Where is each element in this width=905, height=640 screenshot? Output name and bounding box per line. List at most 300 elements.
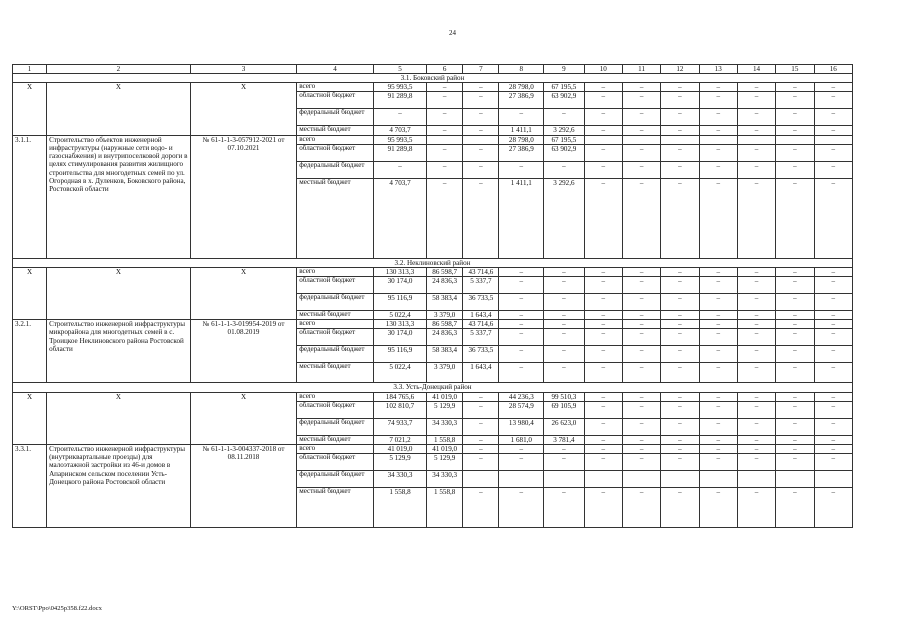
amount-cell: – — [622, 392, 660, 401]
amount-cell: – — [737, 435, 775, 444]
amount-cell — [622, 135, 660, 144]
amount-cell: – — [814, 92, 853, 109]
amount-cell: 67 195,5 — [544, 135, 584, 144]
amount-cell: – — [776, 329, 814, 346]
amount-cell: – — [584, 454, 622, 471]
amount-cell: 1 411,1 — [499, 178, 544, 258]
amount-cell: – — [737, 109, 775, 126]
amount-cell: – — [544, 277, 584, 294]
amount-cell: 36 733,5 — [463, 346, 499, 363]
amount-cell — [699, 471, 737, 488]
funding-source-cell: всего — [297, 320, 374, 329]
amount-cell: – — [814, 144, 853, 161]
section-title-row — [13, 383, 853, 392]
amount-cell: – — [776, 126, 814, 135]
amount-cell: – — [776, 444, 814, 453]
amount-cell: – — [427, 92, 463, 109]
column-number-header: 7 — [463, 65, 499, 74]
funding-source-cell: областной бюджет — [297, 92, 374, 109]
amount-cell: – — [699, 320, 737, 329]
amount-cell: – — [776, 294, 814, 311]
amount-cell: – — [463, 109, 499, 126]
section-title-row — [13, 74, 853, 83]
amount-cell: 95 116,9 — [373, 294, 426, 311]
amount-cell: – — [661, 401, 699, 418]
amount-cell: – — [661, 267, 699, 276]
amount-cell: 99 510,3 — [544, 392, 584, 401]
amount-cell: – — [427, 83, 463, 92]
amount-cell: 102 810,7 — [373, 401, 426, 418]
amount-cell: – — [463, 435, 499, 444]
amount-cell: – — [737, 83, 775, 92]
amount-cell: – — [463, 401, 499, 418]
amount-cell: – — [776, 363, 814, 383]
amount-cell: – — [776, 346, 814, 363]
funding-source-cell: всего — [297, 83, 374, 92]
amount-cell: – — [463, 454, 499, 471]
amount-cell: 28 798,0 — [499, 135, 544, 144]
amount-cell: – — [814, 418, 853, 435]
amount-cell: – — [661, 418, 699, 435]
amount-cell: – — [737, 92, 775, 109]
amount-cell: – — [776, 161, 814, 178]
amount-cell: – — [622, 346, 660, 363]
amount-cell — [776, 471, 814, 488]
amount-cell — [814, 471, 853, 488]
amount-cell: 44 236,3 — [499, 392, 544, 401]
amount-cell: 34 330,3 — [373, 471, 426, 488]
amount-cell: – — [584, 267, 622, 276]
amount-cell: 24 836,3 — [427, 277, 463, 294]
amount-cell: – — [584, 320, 622, 329]
funding-source-cell: всего — [297, 267, 374, 276]
amount-cell: 69 105,9 — [544, 401, 584, 418]
amount-cell: 41 019,0 — [373, 444, 426, 453]
amount-cell: – — [544, 329, 584, 346]
amount-cell: – — [699, 363, 737, 383]
item-number: 3.3.1. — [13, 444, 47, 527]
amount-cell: – — [584, 161, 622, 178]
amount-cell: – — [661, 161, 699, 178]
amount-cell: – — [499, 311, 544, 320]
amount-cell: – — [463, 488, 499, 528]
column-number-header: 1 — [13, 65, 47, 74]
amount-cell — [544, 471, 584, 488]
amount-cell: – — [737, 488, 775, 528]
column-number-header: 4 — [297, 65, 374, 74]
amount-cell: – — [544, 454, 584, 471]
amount-cell: – — [622, 83, 660, 92]
amount-cell: 91 289,8 — [373, 144, 426, 161]
amount-cell — [699, 135, 737, 144]
amount-cell: – — [661, 363, 699, 383]
column-number-header: 15 — [776, 65, 814, 74]
funding-source-cell: федеральный бюджет — [297, 294, 374, 311]
amount-cell: – — [737, 267, 775, 276]
amount-cell: 1 643,4 — [463, 363, 499, 383]
amount-cell: – — [499, 320, 544, 329]
item-registration: № 61-1-1-3-057912-2021 от 07.10.2021 — [190, 135, 296, 258]
amount-cell: 4 703,7 — [373, 178, 426, 258]
amount-cell: – — [622, 418, 660, 435]
amount-cell: 86 598,7 — [427, 320, 463, 329]
amount-cell: – — [499, 363, 544, 383]
amount-cell: 27 386,9 — [499, 144, 544, 161]
funding-source-cell: местный бюджет — [297, 488, 374, 528]
amount-cell: – — [622, 92, 660, 109]
amount-cell: – — [814, 444, 853, 453]
amount-cell: – — [814, 454, 853, 471]
summary-title-cell: Х — [47, 83, 191, 135]
amount-cell: – — [373, 161, 426, 178]
amount-cell: – — [661, 178, 699, 258]
summary-row — [13, 267, 853, 276]
amount-cell: – — [699, 488, 737, 528]
amount-cell: – — [584, 311, 622, 320]
amount-cell: – — [622, 401, 660, 418]
amount-cell: – — [814, 294, 853, 311]
amount-cell: – — [499, 346, 544, 363]
amount-cell: 41 019,0 — [427, 444, 463, 453]
amount-cell: – — [737, 161, 775, 178]
amount-cell: – — [737, 418, 775, 435]
section-title: 3.1. Боковский район — [13, 74, 853, 83]
amount-cell: 130 313,3 — [373, 267, 426, 276]
amount-cell: 5 022,4 — [373, 363, 426, 383]
amount-cell: 86 598,7 — [427, 267, 463, 276]
amount-cell: – — [661, 277, 699, 294]
funding-source-cell: местный бюджет — [297, 126, 374, 135]
amount-cell: – — [737, 178, 775, 258]
amount-cell: – — [814, 277, 853, 294]
item-registration: № 61-1-1-3-019954-2019 от 01.08.2019 — [190, 320, 296, 383]
amount-cell: – — [463, 161, 499, 178]
amount-cell: – — [463, 444, 499, 453]
amount-cell — [427, 135, 463, 144]
amount-cell: – — [584, 92, 622, 109]
amount-cell: – — [737, 329, 775, 346]
amount-cell: 5 129,9 — [427, 454, 463, 471]
amount-cell — [463, 471, 499, 488]
amount-cell: – — [699, 161, 737, 178]
amount-cell: – — [622, 178, 660, 258]
amount-cell: – — [584, 444, 622, 453]
item-registration: № 61-1-1-3-004337-2018 от 08.11.2018 — [190, 444, 296, 527]
amount-cell: – — [699, 267, 737, 276]
amount-cell: 34 330,3 — [427, 418, 463, 435]
page-number: 24 — [449, 29, 456, 37]
amount-cell: – — [463, 144, 499, 161]
amount-cell: – — [622, 126, 660, 135]
funding-source-cell: областной бюджет — [297, 401, 374, 418]
amount-cell: – — [544, 109, 584, 126]
summary-reg-cell: Х — [190, 267, 296, 319]
column-number-header: 2 — [47, 65, 191, 74]
amount-cell: – — [776, 92, 814, 109]
amount-cell: 1 411,1 — [499, 126, 544, 135]
amount-cell: 34 330,3 — [427, 471, 463, 488]
amount-cell: – — [499, 444, 544, 453]
amount-cell: – — [737, 277, 775, 294]
amount-cell — [622, 471, 660, 488]
amount-cell: – — [584, 435, 622, 444]
amount-cell — [814, 135, 853, 144]
amount-cell: – — [661, 435, 699, 444]
amount-cell: 1 558,8 — [427, 435, 463, 444]
amount-cell: – — [544, 311, 584, 320]
amount-cell: 5 129,9 — [427, 401, 463, 418]
item-row — [13, 320, 853, 329]
amount-cell: – — [776, 488, 814, 528]
amount-cell: – — [373, 109, 426, 126]
amount-cell: – — [499, 294, 544, 311]
item-title: Строительство инженерной инфраструктуры (внутриквартальные проезды) для малоэтажной застройки из 46-и домов в Апаринском сельском поселении Усть-Донецкого района Ростовской области — [47, 444, 191, 527]
amount-cell: – — [814, 161, 853, 178]
amount-cell: – — [814, 346, 853, 363]
summary-num-cell: Х — [13, 83, 47, 135]
funding-source-cell: областной бюджет — [297, 454, 374, 471]
amount-cell: – — [622, 267, 660, 276]
amount-cell: – — [584, 178, 622, 258]
amount-cell: – — [661, 392, 699, 401]
amount-cell: – — [737, 311, 775, 320]
amount-cell: – — [776, 144, 814, 161]
amount-cell: – — [499, 488, 544, 528]
column-number-header: 16 — [814, 65, 853, 74]
amount-cell: – — [737, 392, 775, 401]
amount-cell: – — [499, 454, 544, 471]
amount-cell: 41 019,0 — [427, 392, 463, 401]
funding-source-cell: областной бюджет — [297, 144, 374, 161]
column-number-header: 13 — [699, 65, 737, 74]
section-title-row — [13, 258, 853, 267]
amount-cell: – — [544, 320, 584, 329]
funding-source-cell: местный бюджет — [297, 178, 374, 258]
amount-cell: – — [622, 161, 660, 178]
amount-cell: – — [622, 320, 660, 329]
amount-cell: – — [814, 267, 853, 276]
amount-cell: 1 558,8 — [427, 488, 463, 528]
amount-cell: – — [544, 363, 584, 383]
amount-cell: – — [463, 83, 499, 92]
amount-cell: – — [776, 277, 814, 294]
amount-cell: 7 021,2 — [373, 435, 426, 444]
amount-cell: – — [737, 294, 775, 311]
footer-file-path: Y:\ORST\Ppo\0425p358.f22.docx — [12, 605, 102, 612]
funding-source-cell: местный бюджет — [297, 363, 374, 383]
amount-cell — [737, 471, 775, 488]
funding-source-cell: всего — [297, 392, 374, 401]
amount-cell: – — [737, 363, 775, 383]
amount-cell: – — [584, 83, 622, 92]
amount-cell: – — [463, 92, 499, 109]
amount-cell: – — [463, 418, 499, 435]
amount-cell: – — [661, 126, 699, 135]
amount-cell: – — [661, 92, 699, 109]
amount-cell: 63 902,9 — [544, 144, 584, 161]
amount-cell: – — [814, 401, 853, 418]
column-number-header: 12 — [661, 65, 699, 74]
funding-source-cell: всего — [297, 135, 374, 144]
amount-cell: – — [737, 401, 775, 418]
amount-cell: – — [699, 294, 737, 311]
amount-cell: – — [427, 144, 463, 161]
column-number-header: 9 — [544, 65, 584, 74]
amount-cell: – — [737, 346, 775, 363]
amount-cell: – — [661, 454, 699, 471]
amount-cell: – — [661, 109, 699, 126]
amount-cell: 3 379,0 — [427, 363, 463, 383]
amount-cell: – — [699, 401, 737, 418]
amount-cell: 28 574,9 — [499, 401, 544, 418]
item-number: 3.1.1. — [13, 135, 47, 258]
amount-cell: – — [699, 311, 737, 320]
amount-cell: – — [699, 144, 737, 161]
amount-cell — [584, 471, 622, 488]
amount-cell: – — [776, 178, 814, 258]
amount-cell: – — [622, 454, 660, 471]
funding-source-cell: федеральный бюджет — [297, 418, 374, 435]
amount-cell — [776, 135, 814, 144]
amount-cell: – — [699, 392, 737, 401]
amount-cell: – — [463, 126, 499, 135]
summary-row — [13, 83, 853, 92]
amount-cell: – — [661, 144, 699, 161]
amount-cell: – — [776, 320, 814, 329]
amount-cell: 3 379,0 — [427, 311, 463, 320]
amount-cell: – — [737, 454, 775, 471]
amount-cell: – — [622, 144, 660, 161]
amount-cell: – — [661, 329, 699, 346]
summary-title-cell: Х — [47, 267, 191, 319]
amount-cell: 43 714,6 — [463, 267, 499, 276]
amount-cell: – — [814, 126, 853, 135]
amount-cell: – — [699, 277, 737, 294]
funding-source-cell: областной бюджет — [297, 329, 374, 346]
amount-cell: – — [814, 435, 853, 444]
amount-cell: – — [661, 444, 699, 453]
amount-cell: – — [584, 401, 622, 418]
amount-cell: – — [699, 83, 737, 92]
amount-cell: – — [584, 126, 622, 135]
amount-cell: – — [622, 311, 660, 320]
amount-cell: – — [737, 320, 775, 329]
amount-cell: – — [584, 329, 622, 346]
amount-cell: – — [622, 109, 660, 126]
funding-source-cell: местный бюджет — [297, 435, 374, 444]
amount-cell: – — [622, 363, 660, 383]
funding-source-cell: местный бюджет — [297, 311, 374, 320]
amount-cell: – — [584, 109, 622, 126]
column-number-header: 8 — [499, 65, 544, 74]
amount-cell: – — [814, 109, 853, 126]
item-row — [13, 444, 853, 453]
amount-cell: – — [584, 418, 622, 435]
item-row — [13, 135, 853, 144]
amount-cell: 74 933,7 — [373, 418, 426, 435]
amount-cell: 67 195,5 — [544, 83, 584, 92]
amount-cell: 63 902,9 — [544, 92, 584, 109]
amount-cell: – — [814, 392, 853, 401]
amount-cell: 1 558,8 — [373, 488, 426, 528]
amount-cell: – — [661, 311, 699, 320]
section-title: 3.3. Усть-Донецкий район — [13, 383, 853, 392]
summary-num-cell: Х — [13, 392, 47, 444]
item-title: Строительство объектов инженерной инфраструктуры (наружные сети водо- и газоснабжения) и внутрипоселковой дороги в целях стимулирования развития жилищного строительства для многодетных семей по ул. Огородная в х. Дуленков, Боковского района, Ростовской области — [47, 135, 191, 258]
section-title: 3.2. Неклиновский район — [13, 258, 853, 267]
amount-cell: – — [814, 178, 853, 258]
amount-cell: – — [661, 320, 699, 329]
amount-cell: – — [499, 277, 544, 294]
amount-cell: – — [427, 109, 463, 126]
amount-cell: – — [463, 178, 499, 258]
summary-row — [13, 392, 853, 401]
amount-cell: 184 765,6 — [373, 392, 426, 401]
amount-cell: 4 703,7 — [373, 126, 426, 135]
amount-cell: – — [661, 294, 699, 311]
amount-cell — [737, 135, 775, 144]
amount-cell: – — [622, 329, 660, 346]
amount-cell: – — [427, 161, 463, 178]
amount-cell: – — [699, 126, 737, 135]
column-number-header: 6 — [427, 65, 463, 74]
amount-cell: 36 733,5 — [463, 294, 499, 311]
amount-cell: – — [544, 294, 584, 311]
column-number-header: 3 — [190, 65, 296, 74]
amount-cell: – — [699, 435, 737, 444]
amount-cell: – — [699, 178, 737, 258]
item-number: 3.2.1. — [13, 320, 47, 383]
amount-cell: – — [544, 161, 584, 178]
amount-cell: – — [584, 392, 622, 401]
amount-cell: – — [776, 267, 814, 276]
amount-cell — [499, 471, 544, 488]
amount-cell: 28 798,0 — [499, 83, 544, 92]
amount-cell: 5 022,4 — [373, 311, 426, 320]
amount-cell: – — [427, 178, 463, 258]
column-number-header: 11 — [622, 65, 660, 74]
amount-cell: – — [699, 109, 737, 126]
amount-cell: – — [661, 83, 699, 92]
amount-cell: 1 681,0 — [499, 435, 544, 444]
amount-cell: 5 337,7 — [463, 277, 499, 294]
amount-cell: – — [584, 144, 622, 161]
amount-cell: 95 993,5 — [373, 83, 426, 92]
amount-cell: – — [544, 488, 584, 528]
funding-source-cell: федеральный бюджет — [297, 471, 374, 488]
amount-cell: 24 836,3 — [427, 329, 463, 346]
funding-source-cell: федеральный бюджет — [297, 109, 374, 126]
amount-cell: – — [622, 277, 660, 294]
amount-cell: 13 980,4 — [499, 418, 544, 435]
amount-cell: – — [814, 488, 853, 528]
amount-cell — [661, 135, 699, 144]
amount-cell — [463, 135, 499, 144]
funding-source-cell: областной бюджет — [297, 277, 374, 294]
amount-cell: – — [499, 161, 544, 178]
amount-cell: – — [699, 454, 737, 471]
amount-cell: – — [622, 435, 660, 444]
amount-cell: – — [661, 488, 699, 528]
amount-cell: 3 781,4 — [544, 435, 584, 444]
amount-cell: – — [814, 83, 853, 92]
amount-cell: – — [584, 488, 622, 528]
column-number-header: 14 — [737, 65, 775, 74]
column-number-header: 10 — [584, 65, 622, 74]
amount-cell: – — [499, 267, 544, 276]
budget-table — [12, 64, 853, 528]
amount-cell: – — [584, 277, 622, 294]
